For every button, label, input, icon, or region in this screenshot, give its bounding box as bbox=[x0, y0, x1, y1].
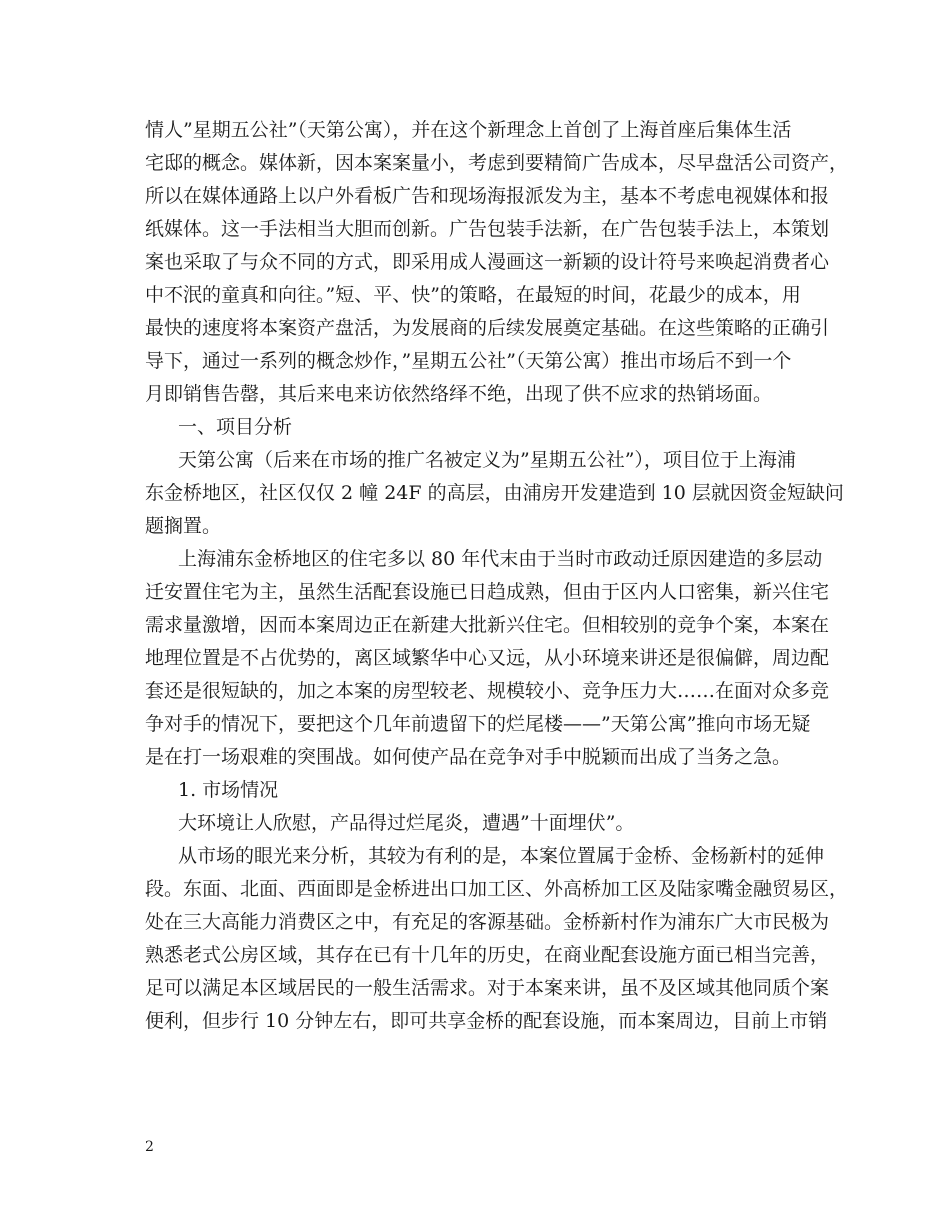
text-line bbox=[0, 146, 950, 180]
text-line bbox=[0, 344, 950, 378]
text-line bbox=[0, 575, 950, 609]
line-text: 东金桥地区，社区仅仅 2 幢 24F 的高层，由浦房开发建造到 10 层就因资金短缺问 bbox=[145, 482, 844, 504]
text-line bbox=[0, 707, 950, 741]
line-text: 套还是很短缺的，加之本案的房型较老、规模较小、竞争压力大……在面对众多竞 bbox=[145, 680, 830, 702]
text-line bbox=[0, 278, 950, 312]
text-line bbox=[0, 905, 950, 939]
page-number: 2 bbox=[145, 1139, 154, 1155]
line-text: 纸媒体。这一手法相当大胆而创新。广告包装手法新，在广告包装手法上，本策划 bbox=[145, 218, 830, 240]
line-text: 导下，通过一系列的概念炒作，”星期五公社”（天第公寓）推出市场后不到一个 bbox=[145, 350, 792, 372]
text-line bbox=[0, 245, 950, 279]
line-text: 便利，但步行 10 分钟左右，即可共享金桥的配套设施，而本案周边，目前上市销 bbox=[145, 1010, 828, 1032]
text-line bbox=[0, 476, 950, 510]
line-text: 题搁置。 bbox=[145, 515, 222, 537]
text-line bbox=[0, 872, 950, 906]
heading-text: 一、项目分析 bbox=[178, 416, 293, 438]
text-line bbox=[0, 377, 950, 411]
line-text: 案也采取了与众不同的方式，即采用成人漫画这一新颖的设计符号来唤起消费者心 bbox=[145, 251, 830, 273]
line-text: 最快的速度将本案资产盘活，为发展商的后续发展奠定基础。在这些策略的正确引 bbox=[145, 317, 830, 339]
text-line bbox=[0, 608, 950, 642]
section-heading bbox=[0, 410, 950, 444]
line-text: 中不泯的童真和向往。”短、平、快”的策略，在最短的时间，花最少的成本，用 bbox=[145, 284, 801, 306]
line-text: 段。东面、北面、西面即是金桥进出口加工区、外高桥加工区及陆家嘴金融贸易区， bbox=[145, 878, 849, 900]
text-line bbox=[0, 641, 950, 675]
line-text: 足可以满足本区域居民的一般生活需求。对于本案来讲，虽不及区域其他同质个案 bbox=[145, 977, 830, 999]
text-line bbox=[0, 113, 950, 147]
line-text: 迁安置住宅为主，虽然生活配套设施已日趋成熟，但由于区内人口密集，新兴住宅 bbox=[145, 581, 830, 603]
text-line bbox=[0, 938, 950, 972]
line-text: 月即销售告罄，其后来电来访依然络绎不绝，出现了供不应求的热销场面。 bbox=[145, 383, 773, 405]
section-heading bbox=[0, 773, 950, 807]
text-line bbox=[0, 1004, 950, 1038]
text-line bbox=[0, 179, 950, 213]
line-text: 争对手的情况下，要把这个几年前遗留下的烂尾楼——”天第公寓”推向市场无疑 bbox=[145, 713, 811, 735]
line-text: 需求量激增，因而本案周边正在新建大批新兴住宅。但相较别的竞争个案，本案在 bbox=[145, 614, 830, 636]
line-text: 上海浦东金桥地区的住宅多以 80 年代末由于当时市政动迁原因建造的多层动 bbox=[178, 548, 823, 570]
text-line bbox=[0, 542, 950, 576]
heading-text: 1. 市场情况 bbox=[178, 779, 279, 801]
line-text: 从市场的眼光来分析，其较为有利的是，本案位置属于金桥、金杨新村的延伸 bbox=[178, 845, 825, 867]
line-text: 天第公寓（后来在市场的推广名被定义为”星期五公社”），项目位于上海浦 bbox=[178, 449, 796, 471]
line-text: 是在打一场艰难的突围战。如何使产品在竞争对手中脱颖而出成了当务之急。 bbox=[145, 746, 792, 768]
text-line bbox=[0, 443, 950, 477]
line-text: 熟悉老式公房区域，其存在已有十几年的历史，在商业配套设施方面已相当完善， bbox=[145, 944, 830, 966]
line-text: 情人”星期五公社”（天第公寓），并在这个新理念上首创了上海首座后集体生活 bbox=[145, 119, 792, 141]
text-line bbox=[0, 509, 950, 543]
text-line bbox=[0, 212, 950, 246]
line-text: 处在三大高能力消费区之中，有充足的客源基础。金桥新村作为浦东广大市民极为 bbox=[145, 911, 830, 933]
text-line bbox=[0, 839, 950, 873]
line-text: 宅邸的概念。媒体新，因本案案量小，考虑到要精简广告成本，尽早盘活公司资产， bbox=[145, 152, 849, 174]
line-text: 地理位置是不占优势的，离区域繁华中心又远，从小环境来讲还是很偏僻，周边配 bbox=[145, 647, 830, 669]
text-line bbox=[0, 971, 950, 1005]
text-line bbox=[0, 806, 950, 840]
line-text: 所以在媒体通路上以户外看板广告和现场海报派发为主，基本不考虑电视媒体和报 bbox=[145, 185, 830, 207]
text-line bbox=[0, 311, 950, 345]
text-line bbox=[0, 674, 950, 708]
text-line bbox=[0, 740, 950, 774]
line-text: 大环境让人欣慰，产品得过烂尾炎，遭遇”十面埋伏”。 bbox=[178, 812, 635, 834]
